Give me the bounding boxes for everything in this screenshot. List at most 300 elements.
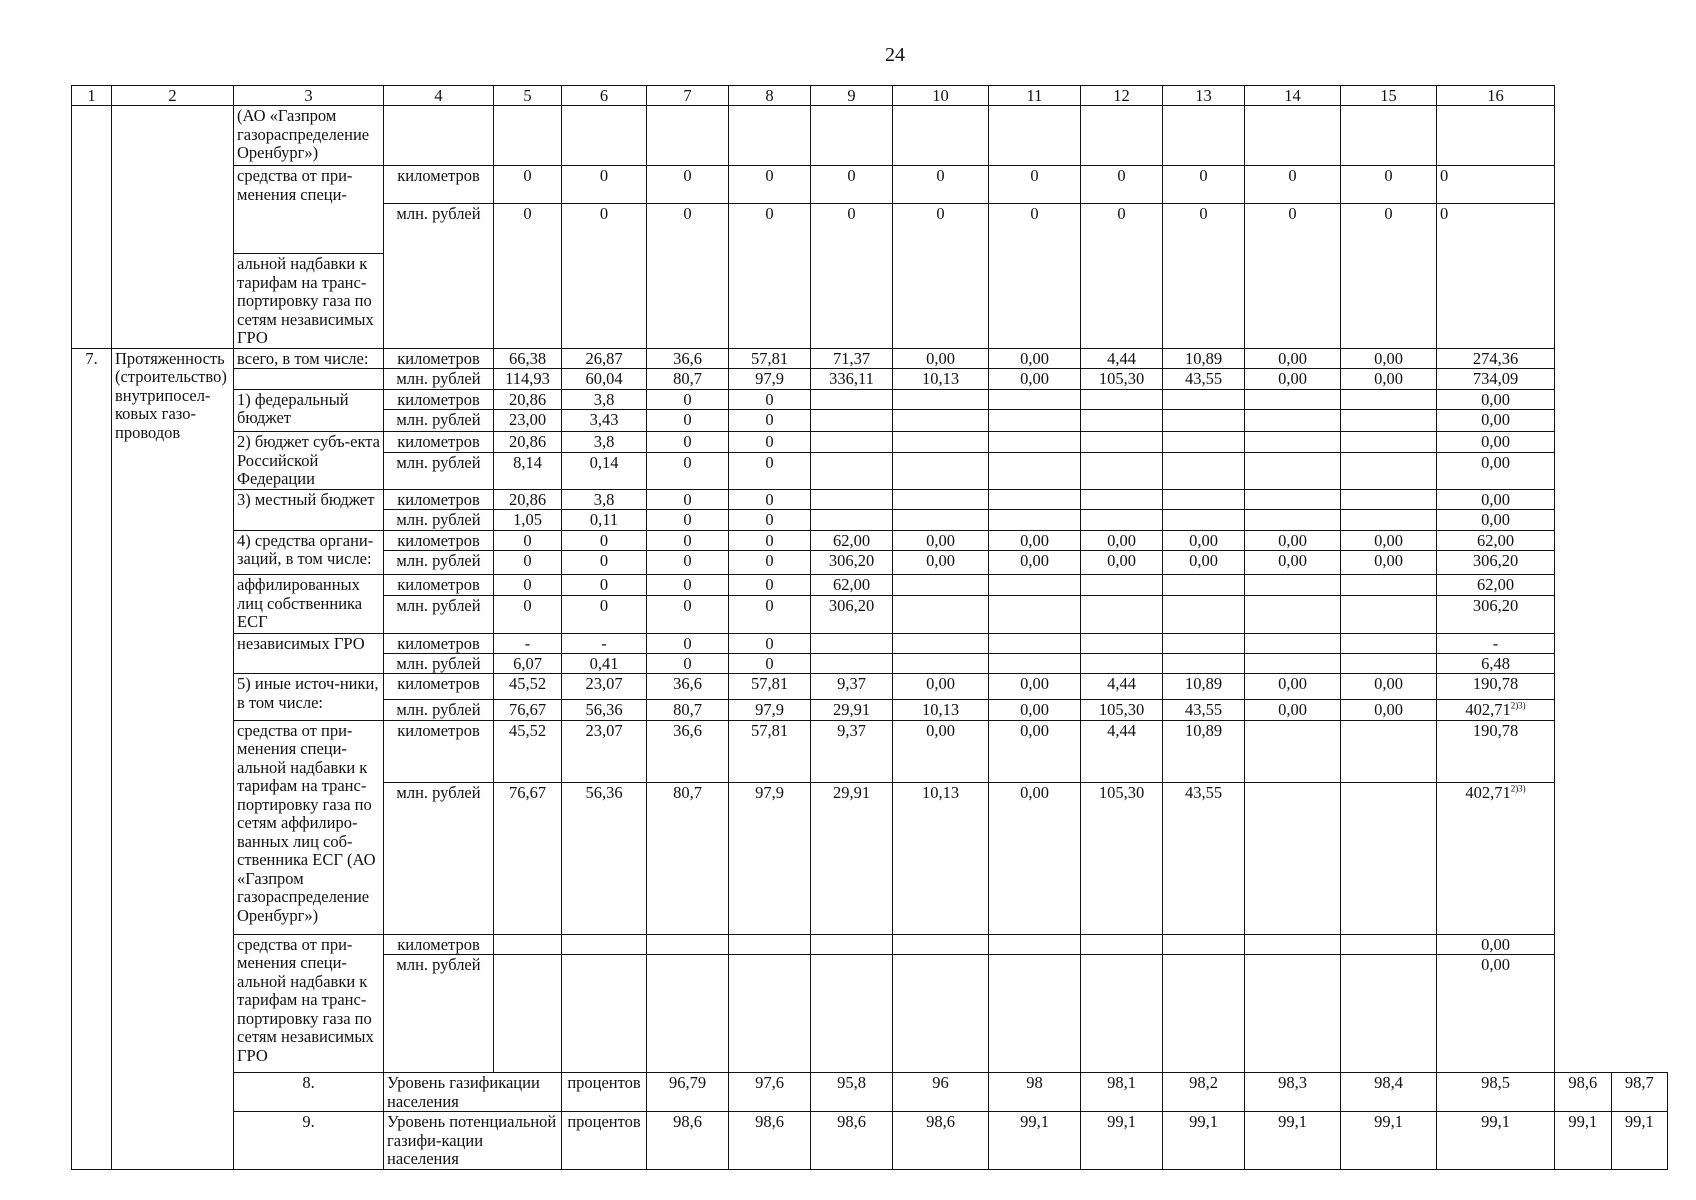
- cell-text: километров: [397, 720, 480, 740]
- table-cell: [893, 432, 989, 453]
- table-cell: [811, 1112, 893, 1169]
- table-cell: [1081, 653, 1163, 673]
- table-cell: [989, 575, 1081, 595]
- table-cell: [1341, 720, 1437, 782]
- cell-text: 57,81: [750, 348, 789, 368]
- column-number-cell: 1: [72, 86, 112, 106]
- table-cell: [494, 530, 562, 550]
- cell-text: (АО «Газпром газораспределение Оренбург»): [237, 106, 370, 163]
- table-cell: [893, 720, 989, 782]
- table-cell: [989, 432, 1081, 453]
- cell-text: 76,67: [508, 782, 547, 802]
- cell-text: 56,36: [585, 782, 623, 802]
- table-cell: [989, 348, 1081, 368]
- table-cell: [234, 489, 384, 530]
- table-cell: [562, 410, 647, 432]
- table-cell: [1341, 1073, 1437, 1112]
- table-cell: [729, 432, 811, 453]
- table-cell: [729, 410, 811, 432]
- cell-text: 23,07: [585, 674, 623, 694]
- table-cell: [1341, 410, 1437, 432]
- table-cell: [729, 720, 811, 782]
- table-cell: [729, 453, 811, 490]
- table-cell: [494, 575, 562, 595]
- table-cell: [1437, 720, 1555, 782]
- table-cell: [72, 348, 112, 1169]
- table-cell: [893, 389, 989, 409]
- cell-text: 0: [683, 633, 692, 653]
- table-cell: [234, 633, 384, 674]
- table-row: [72, 489, 1668, 509]
- table-cell: [1341, 453, 1437, 490]
- cell-text: 1,05: [513, 510, 542, 530]
- cell-text: 0: [599, 595, 609, 615]
- table-cell: [989, 510, 1081, 530]
- cell-text: 306,20: [1472, 595, 1519, 615]
- cell-text: 0,00: [1374, 369, 1403, 389]
- table-cell: [1163, 720, 1245, 782]
- cell-text: 10,13: [921, 369, 960, 389]
- table-cell: [494, 551, 562, 575]
- table-cell: [494, 348, 562, 368]
- column-number-cell: 7: [647, 86, 729, 106]
- table-cell: [494, 106, 562, 166]
- table-cell: [562, 510, 647, 530]
- table-cell: [647, 955, 729, 1073]
- cell-text: 0,00: [1278, 348, 1307, 368]
- column-number-cell: 10: [893, 86, 989, 106]
- table-cell: [1437, 955, 1555, 1073]
- table-cell: [729, 700, 811, 720]
- cell-text: 0: [765, 432, 774, 452]
- cell-text: 23,00: [508, 410, 547, 430]
- footnote-marker: 2)3): [1510, 700, 1526, 711]
- cell-text: 99,1: [1374, 1112, 1403, 1132]
- table-cell: [1437, 782, 1555, 934]
- table-cell: [1163, 551, 1245, 575]
- table-cell: [1245, 410, 1341, 432]
- table-cell: [1555, 1112, 1612, 1169]
- column-number-cell: 14: [1245, 86, 1341, 106]
- table-cell: [1437, 653, 1555, 673]
- cell-text: млн. рублей: [396, 551, 481, 571]
- table-cell: [1245, 1112, 1341, 1169]
- cell-text: 0: [1288, 166, 1297, 186]
- table-cell: [384, 720, 494, 782]
- table-cell: [494, 595, 562, 633]
- cell-text: 0,00: [1020, 782, 1049, 802]
- table-cell: [647, 348, 729, 368]
- table-cell: [1081, 166, 1163, 204]
- column-number-cell: 11: [989, 86, 1081, 106]
- column-number-cell: 2: [112, 86, 234, 106]
- cell-text: 0,00: [926, 674, 955, 694]
- table-cell: [893, 653, 989, 673]
- cell-text: 0,00: [1020, 369, 1049, 389]
- table-cell: [811, 204, 893, 348]
- table-cell: [1437, 348, 1555, 368]
- table-cell: [234, 166, 384, 254]
- table-cell: [1245, 934, 1341, 954]
- table-cell: [1163, 955, 1245, 1073]
- table-cell: [384, 782, 494, 934]
- cell-text: 99,1: [1107, 1112, 1136, 1132]
- table-cell: [1555, 1073, 1612, 1112]
- cell-text: 98,6: [926, 1112, 955, 1132]
- table-cell: [562, 1112, 647, 1169]
- table-cell: [1245, 633, 1341, 653]
- cell-text: процентов: [567, 1073, 641, 1093]
- table-cell: [729, 348, 811, 368]
- table-cell: [1081, 633, 1163, 653]
- table-cell: [494, 204, 562, 348]
- table-cell: [893, 955, 989, 1073]
- table-cell: [811, 410, 893, 432]
- cell-text: 20,86: [508, 489, 547, 509]
- cell-text: 0: [1030, 204, 1039, 224]
- table-cell: [1245, 551, 1341, 575]
- table-cell: [1081, 575, 1163, 595]
- cell-text: 0: [1384, 166, 1393, 186]
- cell-text: 0: [936, 166, 945, 186]
- table-cell: [893, 348, 989, 368]
- table-cell: [562, 674, 647, 700]
- cell-text: 62,00: [832, 575, 871, 595]
- cell-text: 36,6: [673, 348, 702, 368]
- cell-text: 4,44: [1107, 348, 1136, 368]
- cell-text: 105,30: [1098, 369, 1145, 389]
- cell-text: 0,00: [1481, 489, 1510, 509]
- cell-text: 80,7: [673, 700, 702, 720]
- cell-text: 336,11: [829, 369, 874, 389]
- table-cell: [647, 510, 729, 530]
- cell-text: 0: [1117, 166, 1126, 186]
- table-cell: [384, 934, 494, 954]
- cell-text: -: [601, 633, 607, 653]
- cell-text: млн. рублей: [396, 410, 481, 430]
- table-cell: [1163, 510, 1245, 530]
- cell-text: 29,91: [832, 782, 871, 802]
- table-cell: [562, 204, 647, 348]
- cell-text: 57,81: [750, 674, 789, 694]
- table-cell: [494, 700, 562, 720]
- table-cell: [562, 653, 647, 673]
- cell-text: 0: [765, 530, 774, 550]
- table-cell: [494, 389, 562, 409]
- cell-text: 62,00: [1476, 530, 1515, 550]
- table-cell: [1081, 1112, 1163, 1169]
- table-cell: [647, 1073, 729, 1112]
- table-cell: [1245, 575, 1341, 595]
- table-cell: [1081, 782, 1163, 934]
- cell-text: 8,14: [513, 453, 542, 473]
- table-cell: [989, 1073, 1081, 1112]
- cell-text: средства от при-менения специ-альной надбавки к тарифам на транс-портировку газа по сетям аффилиро-ванных лиц соб-ственника ЕСГ (АО «Газпром газораспределение Оренбург»): [237, 720, 376, 925]
- cell-text: километров: [397, 389, 480, 409]
- table-cell: [494, 653, 562, 673]
- table-cell: [384, 410, 494, 432]
- table-cell: [1437, 369, 1555, 389]
- table-cell: [384, 166, 494, 204]
- table-cell: [562, 389, 647, 409]
- cell-text: Уровень потенциальной газифи-кации населения: [387, 1112, 557, 1169]
- cell-text: 0: [765, 453, 774, 473]
- cell-text: 95,8: [837, 1073, 866, 1093]
- table-cell: [893, 530, 989, 550]
- cell-text: 0: [523, 204, 532, 224]
- cell-text: 0: [599, 575, 609, 595]
- table-cell: [234, 348, 384, 368]
- cell-text: 10,89: [1184, 348, 1223, 368]
- table-cell: [1163, 530, 1245, 550]
- table-cell: [234, 369, 384, 389]
- table-cell: [384, 106, 494, 166]
- cell-text: 97,9: [755, 782, 784, 802]
- cell-text: 3,8: [593, 389, 615, 409]
- table-cell: [811, 934, 893, 954]
- cell-text: млн. рублей: [396, 510, 481, 530]
- table-cell: [1437, 934, 1555, 954]
- table-cell: [811, 633, 893, 653]
- column-number-cell: 8: [729, 86, 811, 106]
- table-cell: [1245, 489, 1341, 509]
- table-cell: [893, 510, 989, 530]
- table-cell: [494, 410, 562, 432]
- table-cell: [1341, 955, 1437, 1073]
- table-cell: [1163, 106, 1245, 166]
- cell-text: 0: [599, 204, 609, 224]
- table-cell: [893, 674, 989, 700]
- table-cell: [729, 595, 811, 633]
- table-cell: [234, 432, 384, 489]
- table-cell: [384, 674, 494, 700]
- table-cell: [811, 595, 893, 633]
- cell-text: 4,44: [1107, 720, 1136, 740]
- table-cell: [989, 653, 1081, 673]
- cell-text: 0: [683, 595, 692, 615]
- table-cell: [1437, 700, 1555, 720]
- cell-text: 306,20: [1472, 551, 1519, 571]
- cell-text: 0,00: [1278, 551, 1307, 571]
- cell-text: километров: [397, 489, 480, 509]
- table-cell: [811, 674, 893, 700]
- table-cell: [562, 575, 647, 595]
- table-cell: [1245, 955, 1341, 1073]
- table-row: [72, 369, 1668, 389]
- table-cell: [384, 551, 494, 575]
- table-cell: [384, 700, 494, 720]
- table-cell: [989, 595, 1081, 633]
- table-cell: [1341, 653, 1437, 673]
- cell-text: 9,37: [837, 720, 866, 740]
- table-cell: [989, 389, 1081, 409]
- cell-text: 76,67: [508, 700, 547, 720]
- table-cell: [729, 166, 811, 204]
- table-cell: [893, 489, 989, 509]
- table-cell: [989, 551, 1081, 575]
- table-cell: [1163, 369, 1245, 389]
- table-cell: [494, 674, 562, 700]
- table-cell: [234, 934, 384, 1072]
- table-cell: [647, 653, 729, 673]
- cell-text: 190,78: [1472, 720, 1519, 740]
- table-cell: [1341, 934, 1437, 954]
- table-cell: [1081, 410, 1163, 432]
- cell-text: 0: [683, 575, 692, 595]
- cell-text: 98,7: [1624, 1073, 1654, 1093]
- table-cell: [1245, 204, 1341, 348]
- cell-text: 80,7: [673, 782, 702, 802]
- table-cell: [989, 204, 1081, 348]
- table-cell: [494, 432, 562, 453]
- cell-text: 0,00: [1278, 674, 1307, 694]
- table-cell: [1163, 1073, 1245, 1112]
- table-row: [72, 166, 1668, 204]
- table-cell: [893, 595, 989, 633]
- table-cell: [1245, 453, 1341, 490]
- cell-text: млн. рублей: [396, 369, 481, 389]
- cell-text: -: [1492, 633, 1499, 653]
- cell-text: 98: [1026, 1073, 1043, 1093]
- table-cell: [384, 348, 494, 368]
- table-cell: [1081, 700, 1163, 720]
- table-cell: [647, 551, 729, 575]
- cell-text: 66,38: [508, 348, 547, 368]
- table-cell: [811, 551, 893, 575]
- column-number-cell: 16: [1437, 86, 1555, 106]
- cell-text: 45,52: [508, 674, 547, 694]
- cell-text: Уровень газификации населения: [387, 1073, 540, 1111]
- cell-text: 0,00: [1107, 530, 1136, 550]
- table-cell: [647, 1112, 729, 1169]
- column-number-cell: 12: [1081, 86, 1163, 106]
- cell-text: 97,6: [755, 1073, 784, 1093]
- table-cell: [1437, 633, 1555, 653]
- table-cell: [989, 782, 1081, 934]
- table-cell: [811, 955, 893, 1073]
- table-cell: [647, 369, 729, 389]
- cell-text: 306,20: [828, 595, 875, 615]
- table-cell: [384, 633, 494, 653]
- cell-text: 6,07: [513, 653, 542, 673]
- cell-text: 3,43: [589, 410, 619, 430]
- cell-text: 0,00: [1374, 530, 1403, 550]
- table-cell: [112, 106, 234, 348]
- cell-text: млн. рублей: [396, 453, 481, 473]
- table-cell: [1341, 782, 1437, 934]
- table-cell: [811, 453, 893, 490]
- cell-text: 0: [765, 510, 774, 530]
- table-cell: [562, 432, 647, 453]
- table-cell: [1081, 595, 1163, 633]
- table-cell: [112, 348, 234, 1169]
- table-cell: [1437, 410, 1555, 432]
- table-cell: [1437, 204, 1555, 348]
- cell-text: 0,00: [1374, 348, 1403, 368]
- cell-text: 0: [765, 204, 774, 224]
- table-cell: [1245, 106, 1341, 166]
- table-cell: [384, 595, 494, 633]
- table-cell: [893, 1073, 989, 1112]
- table-cell: [1081, 551, 1163, 575]
- cell-text: 57,81: [750, 720, 789, 740]
- table-cell: [1163, 934, 1245, 954]
- cell-text: 0: [599, 551, 609, 571]
- table-cell: [234, 254, 384, 348]
- table-cell: [811, 720, 893, 782]
- table-cell: [893, 934, 989, 954]
- cell-text: километров: [397, 166, 480, 186]
- cell-text: 0: [599, 530, 609, 550]
- cell-text: 0: [765, 595, 774, 615]
- cell-text: 0,00: [1374, 551, 1403, 571]
- cell-text: 0,00: [1481, 934, 1510, 954]
- table-cell: [384, 510, 494, 530]
- cell-text: 20,86: [508, 389, 547, 409]
- table-cell: [989, 166, 1081, 204]
- table-cell: [729, 653, 811, 673]
- cell-text: 0,00: [1020, 530, 1049, 550]
- table-cell: [1163, 633, 1245, 653]
- table-cell: [1437, 1073, 1555, 1112]
- table-cell: [234, 530, 384, 574]
- cell-text: 56,36: [585, 700, 623, 720]
- table-cell: [811, 166, 893, 204]
- cell-text: 36,6: [673, 674, 702, 694]
- cell-text: 0: [683, 489, 692, 509]
- cell-text: 114,93: [505, 369, 550, 389]
- table-cell: [893, 1112, 989, 1169]
- table-cell: [729, 1112, 811, 1169]
- cell-text: 4) средства органи-заций, в том числе:: [237, 530, 374, 569]
- table-row: [72, 575, 1668, 595]
- table-row: [72, 934, 1668, 954]
- table-cell: [989, 720, 1081, 782]
- table-cell: [1163, 674, 1245, 700]
- table-cell: [1081, 204, 1163, 348]
- table-cell: [729, 369, 811, 389]
- table-cell: [1163, 595, 1245, 633]
- table-cell: [562, 595, 647, 633]
- cell-text: 26,87: [585, 348, 623, 368]
- table-cell: [893, 700, 989, 720]
- table-cell: [1437, 432, 1555, 453]
- cell-text: 98,4: [1374, 1073, 1403, 1093]
- cell-text: 0: [683, 166, 692, 186]
- table-cell: [893, 633, 989, 653]
- table-cell: [893, 166, 989, 204]
- table-cell: [1611, 1073, 1668, 1112]
- cell-text: средства от при-менения специ-альной надбавки к тарифам на транс-портировку газа по сетям независимых ГРО: [237, 934, 374, 1065]
- cell-text: километров: [397, 530, 480, 550]
- table-cell: [989, 369, 1081, 389]
- cell-text: 5) иные источ-ники, в том числе:: [237, 674, 379, 712]
- table-cell: [1245, 530, 1341, 550]
- cell-text: 0: [683, 551, 692, 571]
- table-cell: [234, 389, 384, 431]
- table-cell: [1245, 1073, 1341, 1112]
- table-cell: [989, 700, 1081, 720]
- cell-text: 0: [1440, 166, 1449, 186]
- cell-text: средства от при-менения специ-: [237, 166, 353, 204]
- table-cell: [811, 389, 893, 409]
- table-cell: [647, 489, 729, 509]
- table-cell: [1611, 1112, 1668, 1169]
- cell-text: километров: [397, 674, 480, 694]
- cell-text: 98,6: [837, 1112, 866, 1132]
- cell-text: 0,00: [1020, 674, 1049, 694]
- cell-text: 45,52: [508, 720, 547, 740]
